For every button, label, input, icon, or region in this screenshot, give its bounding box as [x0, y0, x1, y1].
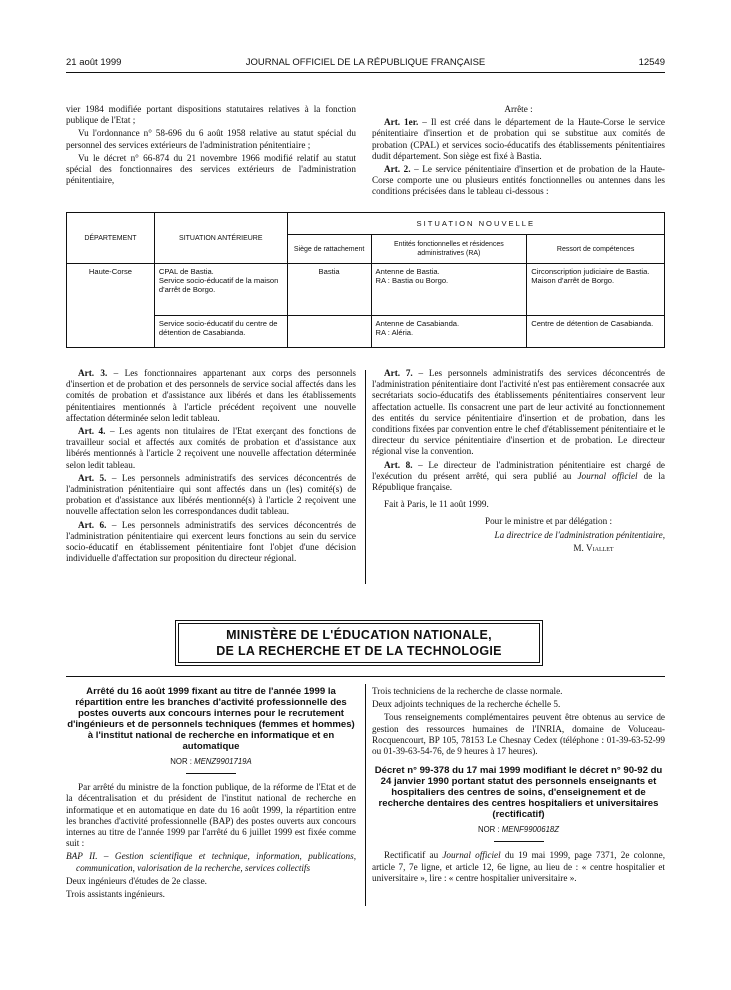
article-5: Art. 5. – Les personnels administratifs des services déconcentrés de l'administration pénitentiaire qui sont affectés dans un (les) comité(s) de probation et d'assistance aux libérés mentionné(s) à l'article 2 reçoivent une nouvelle affectation selon les correspondances dudit tableau. [66, 472, 357, 517]
page-number: 12549 [638, 57, 665, 68]
paragraph: vier 1984 modifiée portant dispositions statutaires relatives à la fonction publique de l'Etat ; [66, 104, 356, 126]
journal-title: JOURNAL OFFICIEL DE LA RÉPUBLIQUE FRANÇAISE [245, 57, 486, 68]
cell-siege: Bastia [287, 264, 371, 316]
article-label: Art. 2. [384, 164, 411, 175]
list-item: Trois techniciens de la recherche de classe normale. [372, 686, 563, 696]
article-label: Art. 1er. [384, 117, 419, 128]
column-divider [365, 684, 366, 906]
cell-anterieure: CPAL de Bastia. Service socio-éducatif de la maison d'arrêt de Borgo. [154, 264, 287, 316]
header-rule [66, 72, 665, 73]
col-header-entites: Entités fonctionnelles et résidences administratives (RA) [371, 235, 527, 264]
col-header-situation-nouvelle: SITUATION NOUVELLE [287, 213, 664, 235]
arrete-title: Arrêté du 16 août 1999 fixant au titre de l'année 1999 la répartition entre les branches d'activité professionnelle des postes ouverts aux concours internes pour le recrutement d'ingénieurs et de personnels techniques (femmes et hommes) à l'institut national de recherche en informatique et en automatique [67, 686, 355, 752]
ministry-heading-box [175, 620, 543, 666]
col-header-ressort: Ressort de compétences [527, 235, 665, 264]
directrice-line: La directrice de l'administration pénitentiaire, [494, 529, 665, 540]
issue-date: 21 août 1999 [66, 57, 122, 68]
bottom-left-column [66, 686, 356, 902]
rectificatif: Rectificatif au Journal officiel du 19 mai 1999, page 7371, 2e colonne, article 7, 7e ligne, et article 12, 6e ligne, au lieu de : « centre hospitalier et universitaire », lire : « centre hospitalier universitaire ». [372, 850, 665, 883]
bottom-right-column [372, 686, 665, 886]
article-3: Art. 3. – Les fonctionnaires appartenant aux corps des personnels d'insertion et de probation et des personnels de service social affectés dans les comités de probation et d'assistance aux libérés et dans les établissements pénitentiaires mentionnés à l'article précédent reçoivent une nouvelle affectation déterminée selon ledit tableau. [66, 368, 356, 423]
nor-reference: NOR : MENF9900618Z [477, 825, 560, 835]
page-header [66, 57, 665, 71]
decret-title: Décret n° 99-378 du 17 mai 1999 modifiant le décret n° 90-92 du 24 janvier 1990 portant statut des personnels enseignants et hospitaliers des centres de soins, d'enseignement et de recherche dentaires des centres hospitaliers et universitaires (rectificatif) [374, 765, 663, 821]
list-item: Deux ingénieurs d'études de 2e classe. [66, 875, 207, 886]
cell-ressort: Circonscription judiciaire de Bastia. Maison d'arrêt de Borgo. [527, 264, 665, 316]
cell-entites: Antenne de Casabianda. RA : Aléria. [371, 316, 527, 348]
table-row [67, 264, 665, 316]
cell-ressort: Centre de détention de Casabianda. [527, 316, 665, 348]
list-item: Deux adjoints techniques de la recherche échelle 5. [372, 699, 561, 710]
ministry-line-1: MINISTÈRE DE L'ÉDUCATION NATIONALE, [226, 628, 492, 642]
bap-line: BAP II. – Gestion scientifique et technique, information, publications, communication, valorisation de la recherche, services collectifs [66, 851, 356, 873]
paragraph: Vu le décret n° 66-874 du 21 novembre 1966 modifié relatif au statut spécial des fonctionnaires des services extérieurs de l'administration pénitentiaire, [66, 152, 356, 186]
mid-right-column [372, 368, 665, 556]
signature-name: M. Viallet [573, 542, 614, 553]
cell-departement: Haute-Corse [67, 264, 155, 348]
paragraph: Par arrêté du ministre de la fonction publique, de la réforme de l'Etat et de la décentralisation et du président de l'institut national de recherche en informatique et en automatique en date du 16 août 1999, la répartition entre les branches d'activité professionnelle (BAP) des postes ouverts aux concours internes au titre de l'année 1999 par l'arrêté du 6 juillet 1999 est fixée comme suit : [66, 782, 356, 849]
col-header-situation-anterieure: SITUATION ANTÉRIEURE [154, 213, 287, 264]
cell-siege [287, 316, 371, 348]
ministry-line-2: DE LA RECHERCHE ET DE LA TECHNOLOGIE [216, 644, 502, 658]
list-item: Trois assistants ingénieurs. [66, 889, 165, 900]
article-2: Art. 2. – Le service pénitentiaire d'insertion et de probation de la Haute-Corse comporte une ou plusieurs entités fonctionnelles ou antennes dans les conditions précisées dans le tableau ci-dessous : [372, 164, 665, 197]
situation-table [66, 212, 665, 348]
table-row [67, 316, 665, 348]
article-1: Art. 1er. – Il est créé dans le département de la Haute-Corse le service pénitentiaire d'insertion et de probation qui se substitue aux comités de probation (CPAL) et services socio-éducatifs des établissements pénitentiaires dudit département. Son siège est fixé à Bastia. [372, 117, 665, 161]
col-header-departement: DÉPARTEMENT [67, 213, 155, 264]
top-right-column [372, 104, 665, 200]
cell-entites: Antenne de Bastia. RA : Bastia ou Borgo. [371, 264, 527, 316]
cell-anterieure: Service socio-éducatif du centre de détention de Casabianda. [154, 316, 287, 348]
paragraph: Tous renseignements complémentaires peuvent être obtenus au service de gestion des ressources humaines de l'INRIA, domaine de Voluceau-Rocquencourt, BP 105, 78153 Le Chesnay Cedex (téléphone : 01-39-63-52-99 ou 01-39-63-54-76, de 9 heures à 17 heures). [372, 712, 665, 757]
fait-a-paris: Fait à Paris, le 11 août 1999. [384, 499, 489, 510]
column-divider [365, 370, 366, 584]
article-7: Art. 7. – Les personnels administratifs des services déconcentrés de l'administration pénitentiaire dont l'activité n'est pas entièrement consacrée aux secrétariats socio-éducatifs des établissements pénitentiaires conservent leur affectation actuelle. Ils consacrent une part de leur activité au fonctionnement des entités du service pénitentiaire d'insertion et de probation, dans les conditions fixées par convention entre le chef d'établissement pénitentiaire et le directeur du service pénitentiaire d'insertion et de probation. Le directeur régional vise la convention. [372, 368, 665, 457]
nor-reference: NOR : MENZ9901719A [170, 757, 252, 766]
col-header-siege: Siège de rattachement [287, 235, 371, 264]
top-left-column [66, 104, 356, 188]
mid-left-column [66, 368, 356, 566]
article-6: Art. 6. – Les personnels administratifs des services déconcentrés de l'administration pénitentiaire qui exercent leurs fonctions au sein du service socio-éducatif en établissement pénitentiaire font l'objet d'une décision individuelle d'affectation sur proposition du directeur régional. [66, 519, 357, 564]
short-rule [494, 841, 544, 842]
paragraph: Vu l'ordonnance n° 58-696 du 6 août 1958 relative au statut spécial du personnel des services extérieurs de l'administration pénitentiaire ; [66, 128, 356, 150]
delegation-line: Pour le ministre et par délégation : [484, 516, 613, 527]
article-4: Art. 4. – Les agents non titulaires de l'Etat exerçant des fonctions de travailleur social et affectés aux comités de probation et d'assistance aux libérés mentionnés à l'article 2 reçoivent une nouvelle affectation déterminée selon ledit tableau. [66, 426, 356, 470]
arrete-heading: Arrête : [504, 104, 533, 114]
article-8: Art. 8. – Le directeur de l'administration pénitentiaire est chargé de l'exécution du présent arrêté, qui sera publié au Journal officiel de la République française. [372, 459, 666, 493]
section-rule [66, 676, 665, 677]
short-rule [186, 773, 236, 774]
